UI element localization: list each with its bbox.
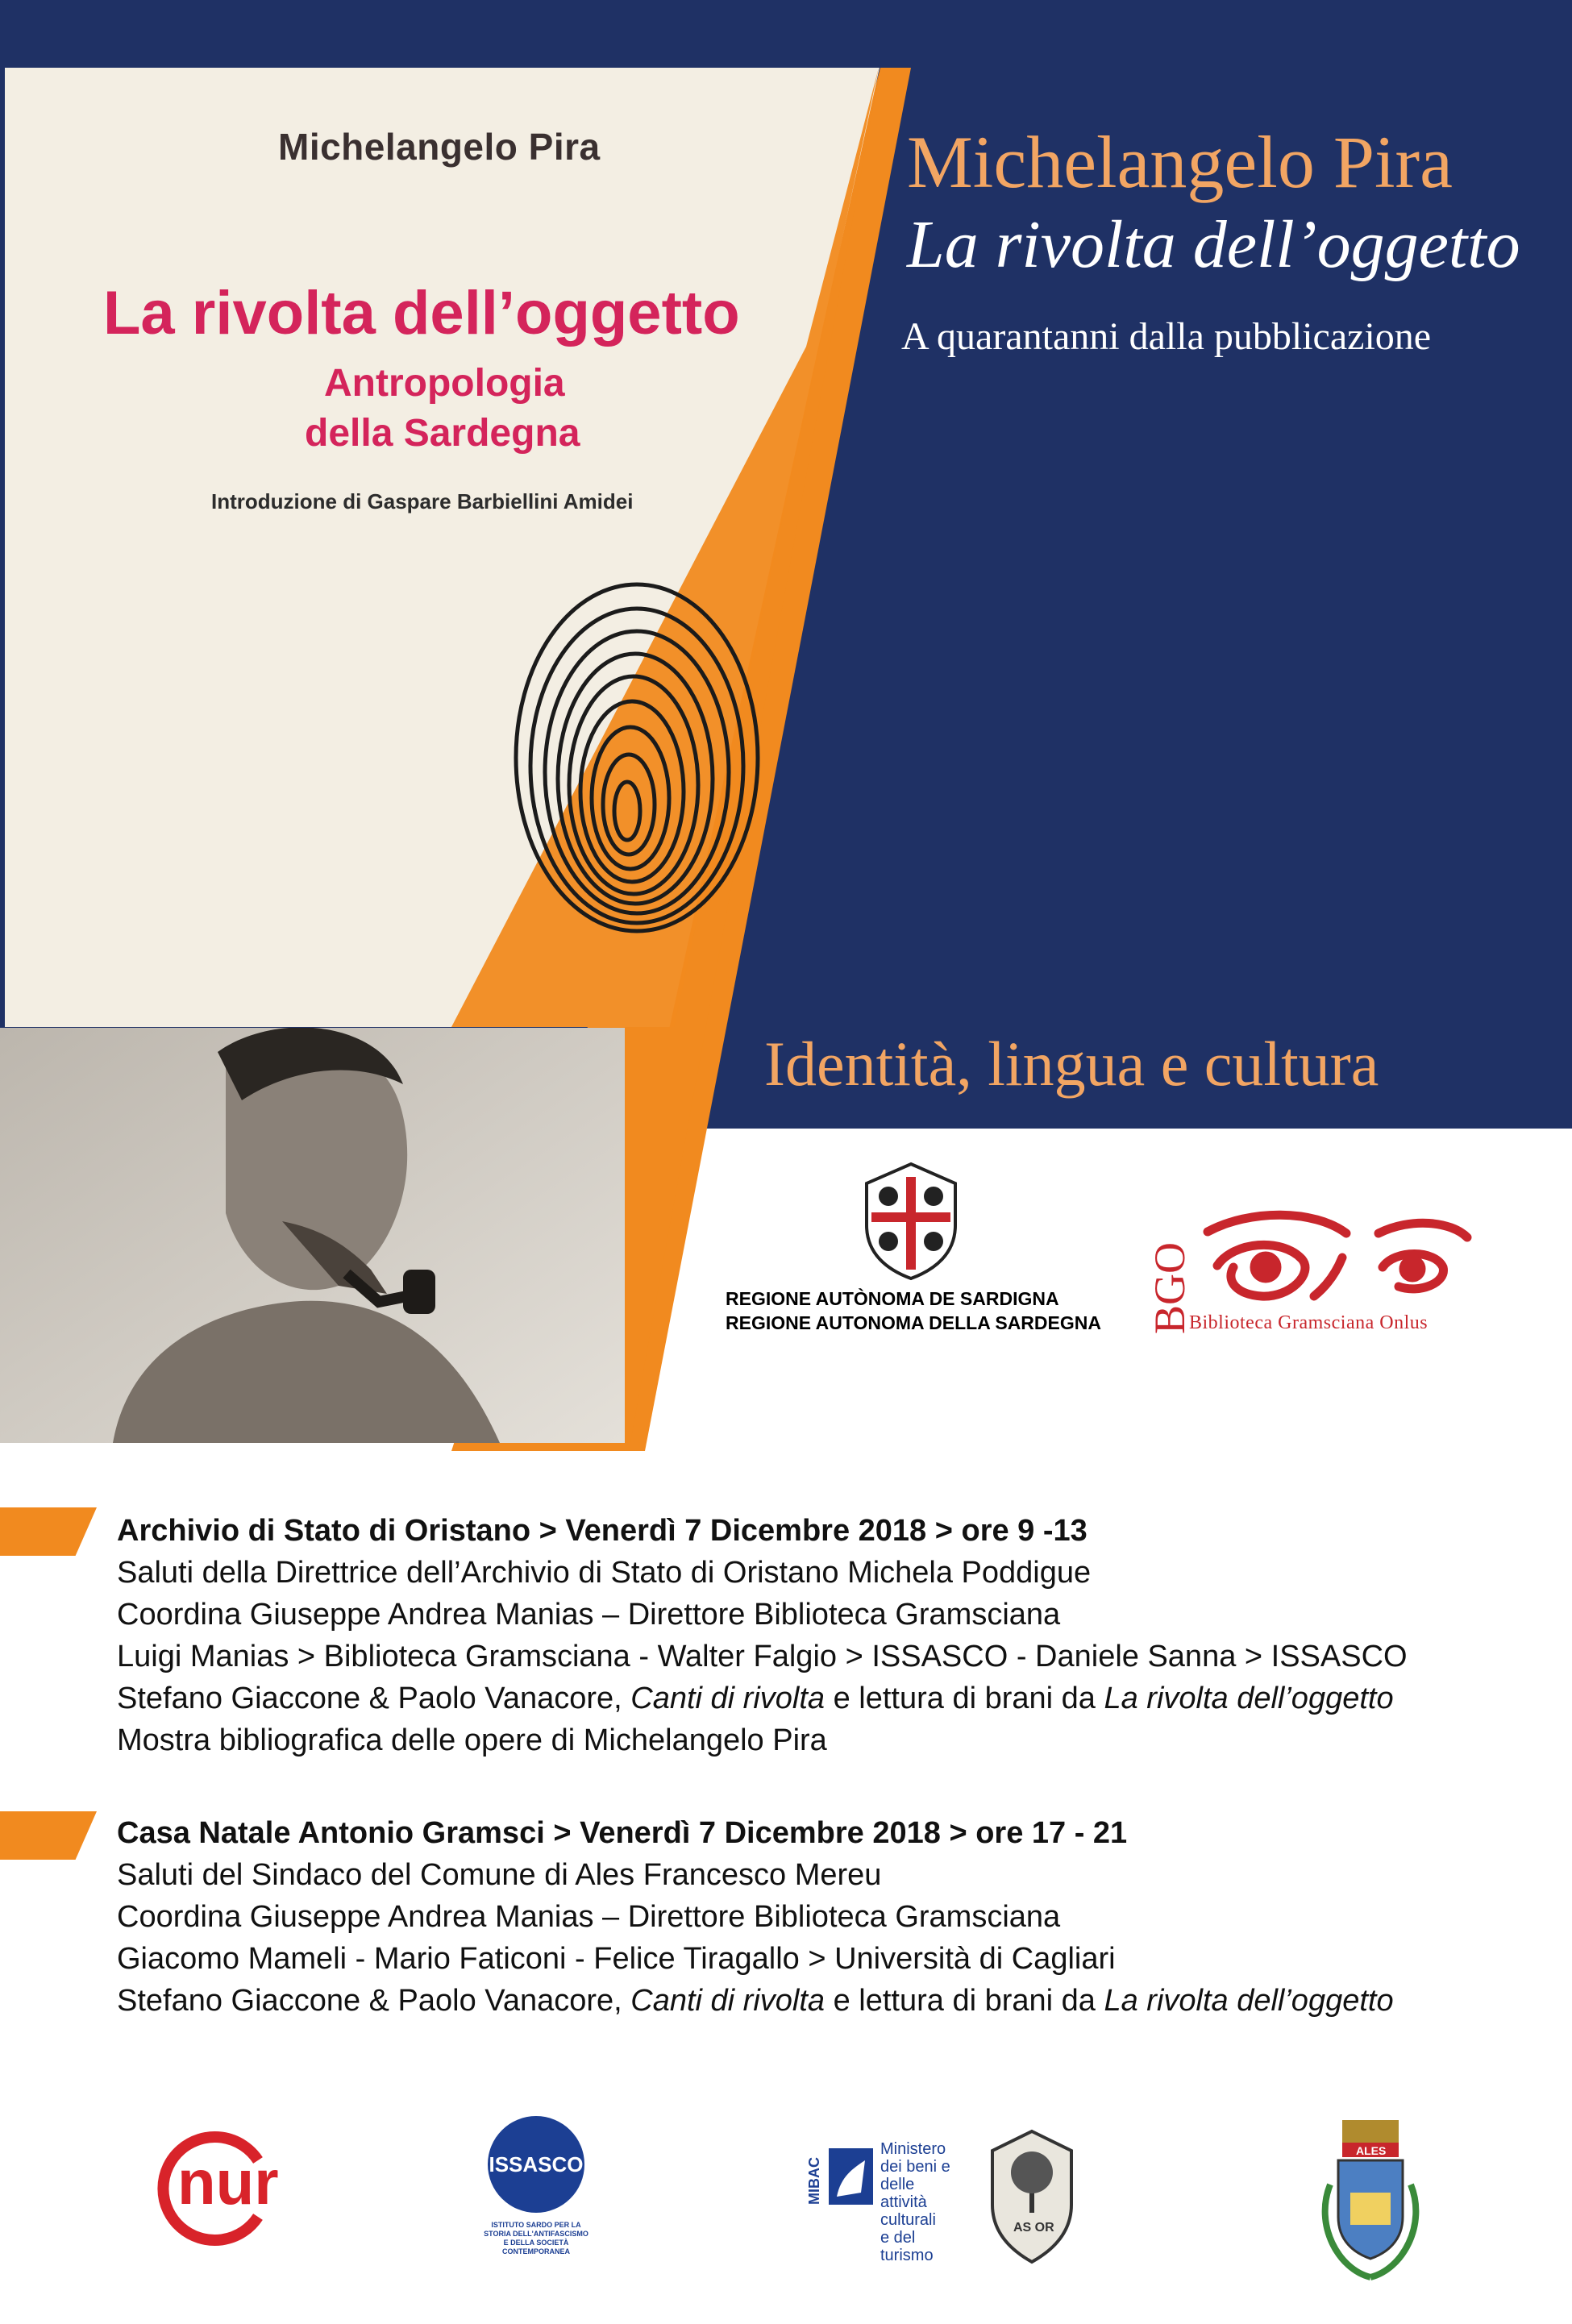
asor-logo bbox=[988, 2128, 1076, 2265]
author-photo bbox=[0, 1028, 625, 1443]
mibac-text-line: dei beni e delle bbox=[880, 2158, 950, 2193]
ales-coat-of-arms bbox=[1314, 2120, 1427, 2281]
event-line: Coordina Giuseppe Andrea Manias – Direttore Biblioteca Gramsciana bbox=[117, 1900, 1061, 1934]
event-line: Luigi Manias > Biblioteca Gramsciana - Walter Falgio > ISSASCO - Daniele Sanna > ISSASCO bbox=[117, 1640, 1408, 1673]
event-marker bbox=[0, 1811, 97, 1860]
issasco-letters: ISSASCO bbox=[488, 2116, 584, 2213]
event-header: Archivio di Stato di Oristano > Venerdì 7 Dicembre 2018 > ore 9 -13 bbox=[117, 1514, 1088, 1548]
book-title-ref: La rivolta dell’oggetto bbox=[1104, 1984, 1394, 2018]
cover-subtitle-line2: della Sardegna bbox=[305, 412, 580, 455]
regione-crest-icon bbox=[859, 1161, 963, 1282]
event-line: Saluti della Direttrice dell’Archivio di Stato di Oristano Michela Poddigue bbox=[117, 1556, 1092, 1590]
issasco-logo bbox=[484, 2112, 588, 2281]
cnur-logo bbox=[153, 2128, 279, 2249]
performance-connector: e lettura di brani da bbox=[825, 1682, 1104, 1715]
bgo-logo bbox=[1145, 1213, 1193, 1342]
bgo-eyes-icon bbox=[1201, 1209, 1475, 1310]
cover-title: La rivolta dell’oggetto bbox=[103, 279, 740, 347]
cover-author: Michelangelo Pira bbox=[278, 126, 601, 168]
event-line: Saluti del Sindaco del Comune di Ales Francesco Mereu bbox=[117, 1858, 882, 1892]
asor-shield-icon bbox=[988, 2128, 1076, 2265]
performance-title: Canti di rivolta bbox=[630, 1984, 826, 2018]
bgo-caption: Biblioteca Gramsciana Onlus bbox=[1189, 1312, 1429, 1333]
hero-author: Michelangelo Pira bbox=[907, 121, 1453, 203]
mibac-text bbox=[880, 2140, 951, 2264]
bgo-letters: BGO bbox=[1146, 1241, 1194, 1334]
hero-tagline: A quarantanni dalla pubblicazione bbox=[901, 315, 1432, 358]
event-header: Casa Natale Antonio Gramsci > Venerdì 7 Dicembre 2018 > ore 17 - 21 bbox=[117, 1816, 1128, 1850]
mibac-text-line: e del turismo bbox=[880, 2229, 934, 2264]
event-line-performance bbox=[117, 1678, 1408, 1719]
event-oristano bbox=[117, 1510, 1408, 1761]
cnur-text: nur bbox=[177, 2147, 279, 2218]
performance-title: Canti di rivolta bbox=[630, 1682, 826, 1715]
ales-label: ALES bbox=[1356, 2144, 1387, 2157]
regione-label-italiano: REGIONE AUTONOMA DELLA SARDEGNA bbox=[726, 1312, 1101, 1333]
event-marker bbox=[0, 1507, 97, 1556]
event-line-performance bbox=[117, 1980, 1394, 2022]
cover-intro: Introduzione di Gaspare Barbiellini Amidei bbox=[211, 489, 634, 513]
event-ales bbox=[117, 1812, 1394, 2022]
hero-motto: Identità, lingua e cultura bbox=[764, 1029, 1379, 1099]
regione-label-sardo: REGIONE AUTÒNOMA DE SARDIGNA bbox=[726, 1288, 1059, 1309]
hero-title: La rivolta dell’oggetto bbox=[907, 207, 1520, 282]
event-line: Giacomo Mameli - Mario Faticoni - Felice Tiragallo > Università di Cagliari bbox=[117, 1942, 1116, 1976]
performers: Stefano Giaccone & Paolo Vanacore, bbox=[117, 1984, 631, 2018]
asor-text: AS OR bbox=[1013, 2221, 1054, 2235]
event-line: Mostra bibliografica delle opere di Michelangelo Pira bbox=[117, 1723, 827, 1757]
cover-subtitle-line1: Antropologia bbox=[324, 362, 565, 405]
performers: Stefano Giaccone & Paolo Vanacore, bbox=[117, 1682, 631, 1715]
book-title-ref: La rivolta dell’oggetto bbox=[1104, 1682, 1394, 1715]
mibac-figure-icon bbox=[829, 2148, 873, 2205]
issasco-subtitle: ISTITUTO SARDO PER LA STORIA DELL'ANTIFASCISMO E DELLA SOCIETÀ CONTEMPORANEA bbox=[484, 2221, 588, 2255]
mibac-logo bbox=[806, 2140, 951, 2264]
mibac-side: MIBAC bbox=[806, 2157, 822, 2205]
mibac-text-line: attività culturali bbox=[880, 2193, 936, 2229]
event-line: Coordina Giuseppe Andrea Manias – Direttore Biblioteca Gramsciana bbox=[117, 1598, 1061, 1632]
fingerprint-icon bbox=[508, 564, 766, 935]
mibac-text-line: Ministero bbox=[880, 2140, 946, 2158]
performance-connector: e lettura di brani da bbox=[825, 1984, 1104, 2018]
